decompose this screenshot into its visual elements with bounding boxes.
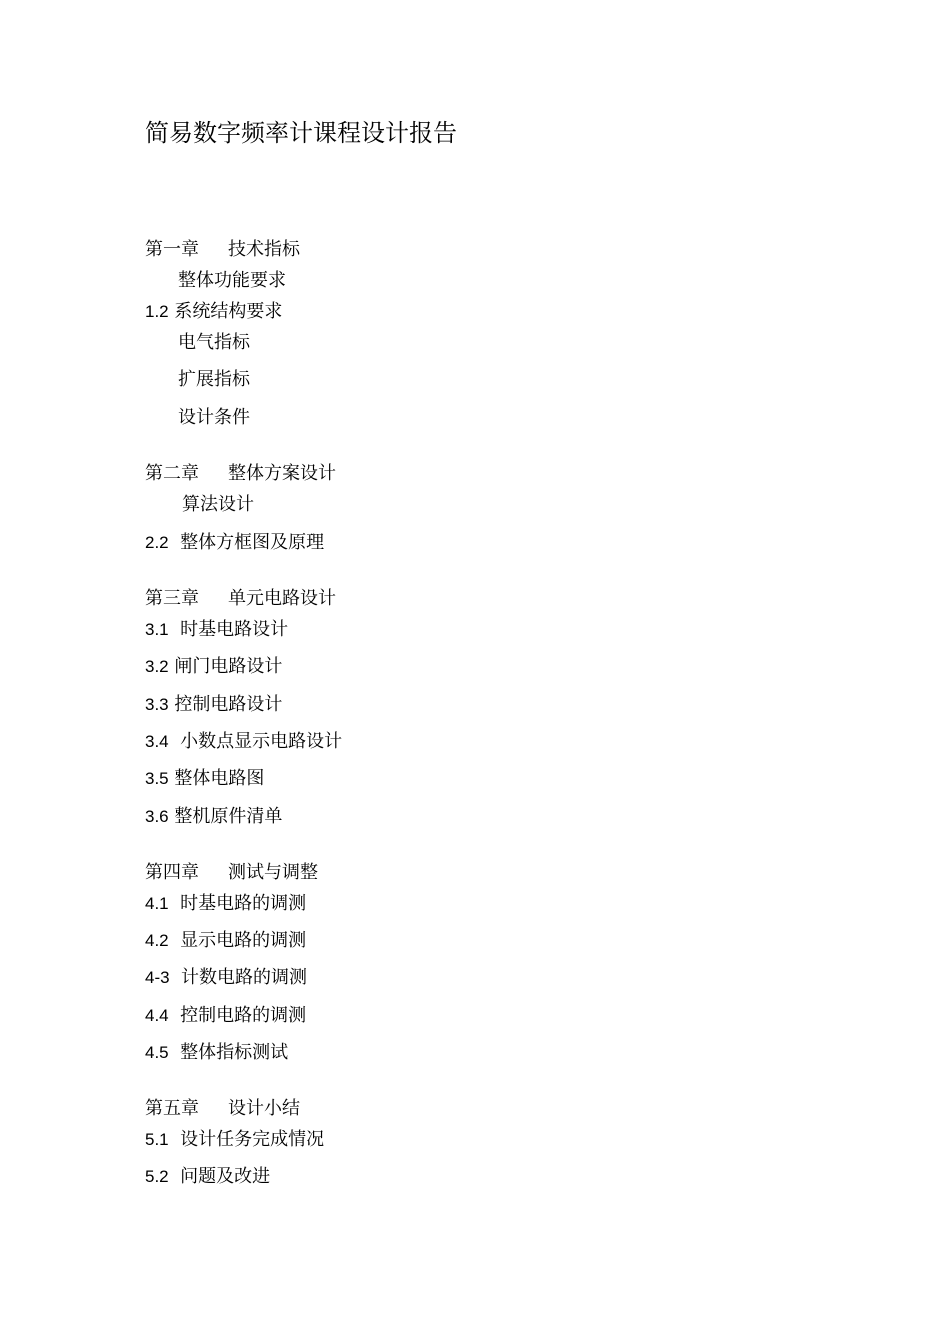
toc-chapter-2 — [145, 463, 336, 485]
toc-item-number: 4.2 — [145, 931, 169, 950]
toc-item-text: 扩展指标 — [178, 369, 250, 390]
toc-item-5-2 — [145, 1166, 270, 1188]
toc-item-4-1 — [145, 893, 306, 915]
toc-item-number: 4.1 — [145, 894, 169, 913]
toc-item-text: 时基电路的调测 — [180, 893, 307, 914]
toc-item-text: 控制电路的调测 — [180, 1005, 307, 1026]
toc-item-text: 闸门电路设计 — [174, 656, 283, 677]
toc-item-number: 2.2 — [145, 533, 169, 552]
toc-item-number: 3.6 — [145, 807, 169, 826]
toc-item-text: 控制电路设计 — [174, 694, 283, 715]
chapter-label: 第一章 — [145, 239, 199, 260]
toc-item-3-4 — [145, 731, 342, 753]
toc-item-number: 3.4 — [145, 732, 169, 751]
toc-item-4-2 — [145, 930, 306, 952]
toc-item-text: 电气指标 — [178, 332, 250, 353]
toc-item-1-1 — [178, 270, 286, 292]
toc-item-text: 整体方框图及原理 — [180, 532, 325, 553]
toc-item-number: 5.2 — [145, 1167, 169, 1186]
toc-item-number: 4.5 — [145, 1043, 169, 1062]
toc-item-text: 整机原件清单 — [174, 806, 283, 827]
toc-item-text: 系统结构要求 — [174, 301, 283, 322]
toc-item-number: 3.5 — [145, 769, 169, 788]
toc-item-2-1 — [182, 494, 254, 516]
toc-item-number: 5.1 — [145, 1130, 169, 1149]
chapter-label: 第二章 — [145, 463, 199, 484]
toc-item-number: 3.3 — [145, 695, 169, 714]
toc-item-4-3 — [145, 967, 307, 989]
toc-item-number: 4-3 — [145, 968, 170, 987]
toc-item-text: 设计任务完成情况 — [180, 1129, 325, 1150]
toc-item-4-4 — [145, 1005, 306, 1027]
toc-item-text: 小数点显示电路设计 — [180, 731, 343, 752]
toc-item-number: 3.2 — [145, 657, 169, 676]
toc-chapter-3 — [145, 588, 336, 610]
toc-item-1-5 — [178, 407, 250, 429]
chapter-label: 第五章 — [145, 1098, 199, 1119]
toc-item-text: 时基电路设计 — [180, 619, 289, 640]
toc-item-5-1 — [145, 1129, 324, 1151]
chapter-title: 设计小结 — [228, 1098, 300, 1119]
chapter-title: 测试与调整 — [228, 862, 318, 883]
toc-item-text: 整体电路图 — [174, 768, 265, 789]
toc-chapter-5 — [145, 1098, 300, 1120]
toc-item-2-2 — [145, 532, 324, 554]
toc-item-text: 设计条件 — [178, 407, 250, 428]
toc-item-1-2 — [145, 301, 282, 323]
toc-item-3-3 — [145, 694, 282, 716]
toc-item-number: 1.2 — [145, 302, 169, 321]
toc-item-text: 问题及改进 — [180, 1166, 271, 1187]
toc-item-text: 计数电路的调测 — [181, 967, 308, 988]
toc-item-3-2 — [145, 656, 282, 678]
toc-item-text: 整体指标测试 — [180, 1042, 289, 1063]
toc-item-3-5 — [145, 768, 264, 790]
toc-item-1-3 — [178, 332, 250, 354]
toc-item-text: 算法设计 — [182, 494, 254, 515]
toc-item-text: 整体功能要求 — [178, 270, 286, 291]
toc-item-number: 3.1 — [145, 620, 169, 639]
toc-item-3-1 — [145, 619, 288, 641]
toc-chapter-4 — [145, 862, 318, 884]
toc-chapter-1 — [145, 239, 300, 261]
chapter-label: 第三章 — [145, 588, 199, 609]
chapter-title: 整体方案设计 — [228, 463, 336, 484]
chapter-title: 单元电路设计 — [228, 588, 336, 609]
page-title: 简易数字频率计课程设计报告 — [145, 119, 457, 147]
toc-item-3-6 — [145, 806, 282, 828]
toc-item-text: 显示电路的调测 — [180, 930, 307, 951]
toc-item-1-4 — [178, 369, 250, 391]
chapter-title: 技术指标 — [228, 239, 300, 260]
toc-item-number: 4.4 — [145, 1006, 169, 1025]
chapter-label: 第四章 — [145, 862, 199, 883]
toc-item-4-5 — [145, 1042, 288, 1064]
